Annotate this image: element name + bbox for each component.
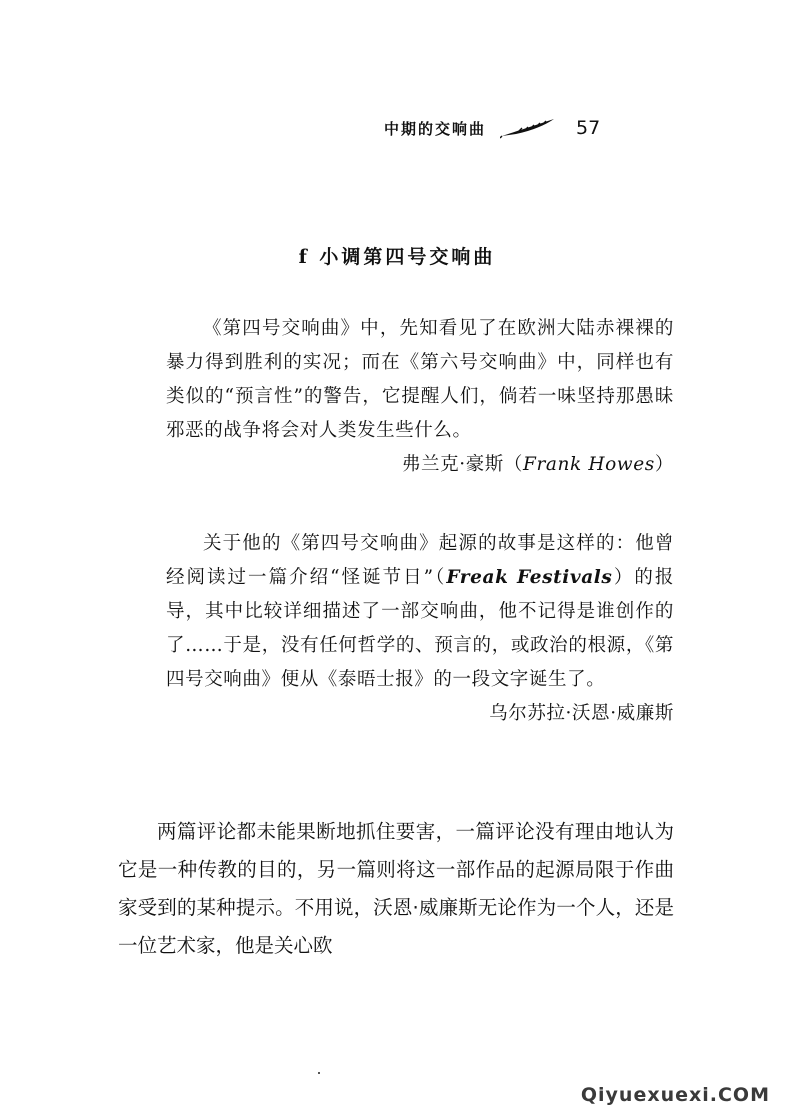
attribution-name: 弗兰克·豪斯（: [401, 454, 524, 475]
attribution-close: ）: [654, 454, 674, 475]
quote-latin-title: Freak Festivals: [446, 567, 613, 588]
attribution-latin-name: Frank Howes: [523, 454, 655, 475]
epigraph-quote-howes: [166, 312, 674, 482]
body-paragraph: 两篇评论都未能果断地抓住要害，一篇评论没有理由地认为它是一种传教的目的，另一篇则将这一部作品的起源局限于作曲家受到的某种提示。不用说，沃恩·威廉斯无论作为一个人，还是一位艺术家，他是关心欧: [118, 820, 674, 957]
epigraph-quote-ursula: [166, 527, 674, 731]
quill-icon: [500, 117, 556, 139]
quote-text-part: ）的报导，其中比较详细描述了一部交响曲，他不记得是谁创作的了……于是，没有任何哲学的、预言的，或政治的根源，《第四号交响曲》便从《泰晤士报》的一段文字诞生了。: [166, 567, 674, 690]
scan-speck: [318, 1072, 320, 1074]
quote-text: 《第四号交响曲》中，先知看见了在欧洲大陆赤裸裸的暴力得到胜利的实况；而在《第六号交响曲》中，同样也有类似的“预言性”的警告，它提醒人们，倘若一味坚持那愚昧邪恶的战争将会对人类发生些什么。: [166, 318, 674, 441]
running-head: [384, 114, 600, 142]
quote-text: [166, 527, 674, 697]
quote-attribution: [166, 448, 674, 482]
section-title: f 小调第四号交响曲: [298, 246, 496, 268]
quote-text-part: 关于他的《第四号交响曲》起源的故事是这样的：他曾经阅读过一篇介绍“怪诞节日”（: [166, 533, 674, 588]
watermark-logo: Qiyuexuexi.COM: [580, 1084, 770, 1106]
running-title: 中期的交响曲: [384, 119, 487, 138]
page-number: 57: [576, 117, 601, 139]
quote-attribution: 乌尔苏拉·沃恩·威廉斯: [489, 703, 674, 724]
